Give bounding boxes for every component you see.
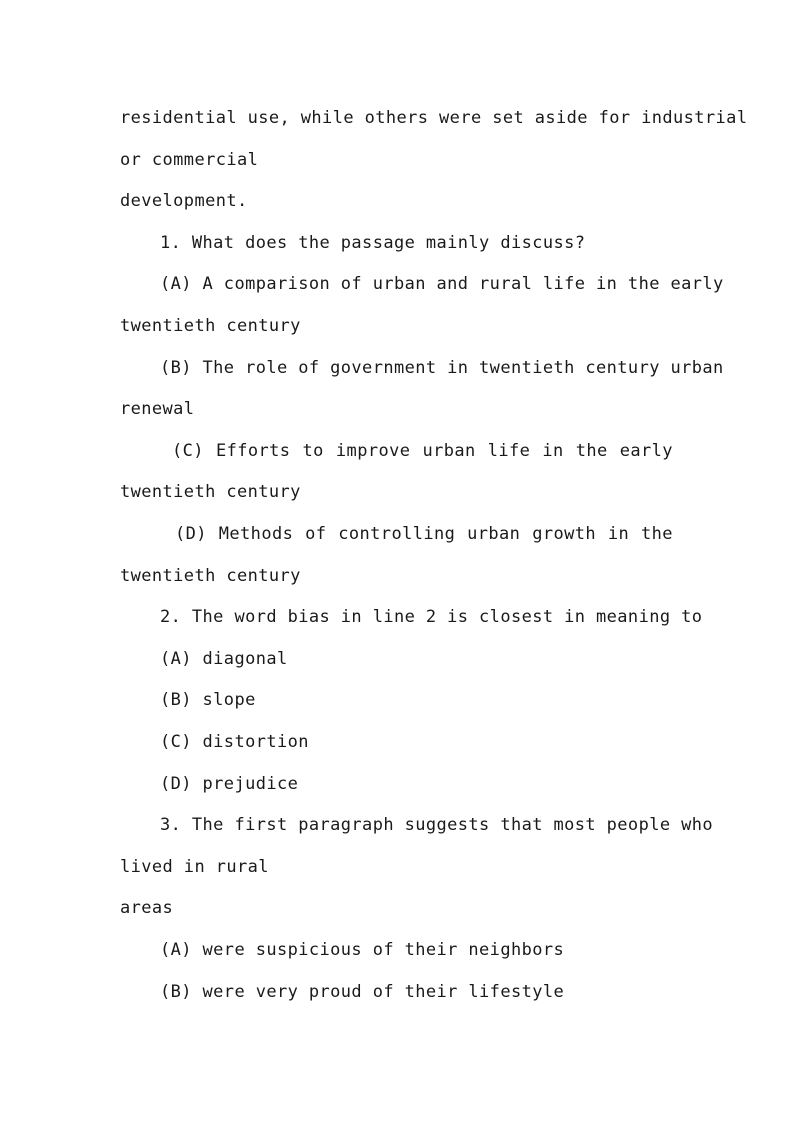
question-1-option-b-cont: renewal — [120, 399, 195, 419]
question-3: 3. The first paragraph suggests that most people who — [160, 815, 714, 835]
question-3-cont: lived in rural — [120, 857, 269, 877]
question-1-option-d: (D) Methods of controlling urban growth in the — [175, 524, 673, 544]
question-1-option-d-cont: twentieth century — [120, 566, 301, 586]
question-1-option-a-cont: twentieth century — [120, 316, 301, 336]
question-1-option-a: (A) A comparison of urban and rural life in the early — [160, 274, 724, 294]
question-1-option-c: (C) Efforts to improve urban life in the early — [172, 441, 673, 461]
passage-line: development. — [120, 191, 248, 211]
question-2-option-c: (C) distortion — [160, 732, 309, 752]
question-3-option-b: (B) were very proud of their lifestyle — [160, 982, 565, 1002]
question-2: 2. The word bias in line 2 is closest in meaning to — [160, 607, 703, 627]
passage-line: residential use, while others were set aside for industrial — [120, 108, 748, 128]
question-3-option-a: (A) were suspicious of their neighbors — [160, 940, 565, 960]
question-1-option-c-cont: twentieth century — [120, 482, 301, 502]
question-2-option-b: (B) slope — [160, 690, 256, 710]
question-1-option-b: (B) The role of government in twentieth century urban — [160, 358, 724, 378]
question-2-option-d: (D) prejudice — [160, 774, 299, 794]
question-1: 1. What does the passage mainly discuss? — [160, 233, 586, 253]
passage-line: or commercial — [120, 150, 259, 170]
question-2-option-a: (A) diagonal — [160, 649, 288, 669]
question-3-cont: areas — [120, 898, 174, 918]
